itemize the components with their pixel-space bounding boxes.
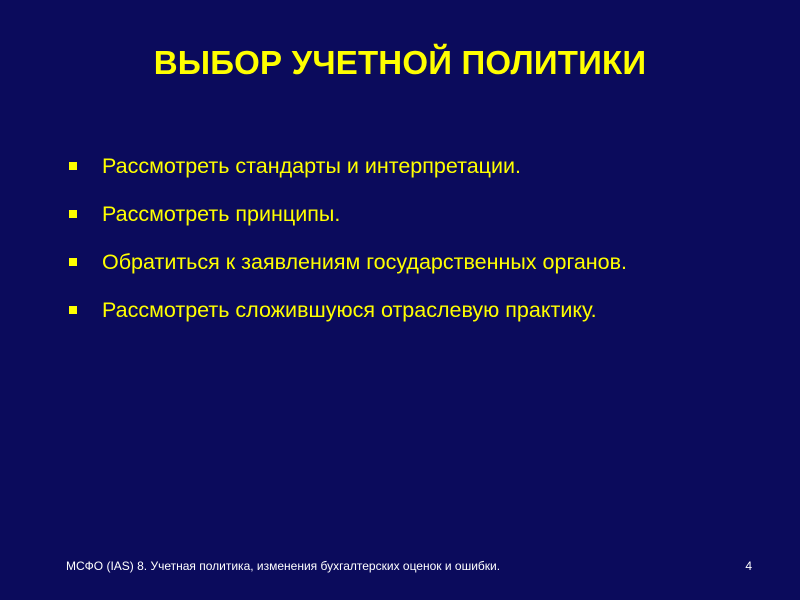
page-number: 4: [745, 559, 752, 573]
bullet-text: Рассмотреть стандарты и интерпретации.: [102, 154, 521, 178]
bullet-item: [66, 238, 627, 286]
square-bullet-icon: [69, 210, 77, 218]
square-bullet-icon: [69, 306, 77, 314]
slide-title: ВЫБОР УЧЕТНОЙ ПОЛИТИКИ: [153, 44, 647, 81]
bullet-item: [66, 286, 627, 334]
bullet-text: Рассмотреть сложившуюся отраслевую практику.: [102, 298, 597, 322]
bullet-item: [66, 190, 627, 238]
square-bullet-icon: [69, 258, 77, 266]
bullet-list: [66, 142, 627, 334]
footer-caption: МСФО (IAS) 8. Учетная политика, изменения бухгалтерских оценок и ошибки.: [66, 559, 501, 573]
square-bullet-icon: [69, 162, 77, 170]
bullet-text: Обратиться к заявлениям государственных органов.: [102, 250, 627, 274]
bullet-text: Рассмотреть принципы.: [102, 202, 341, 226]
bullet-item: [66, 142, 627, 190]
